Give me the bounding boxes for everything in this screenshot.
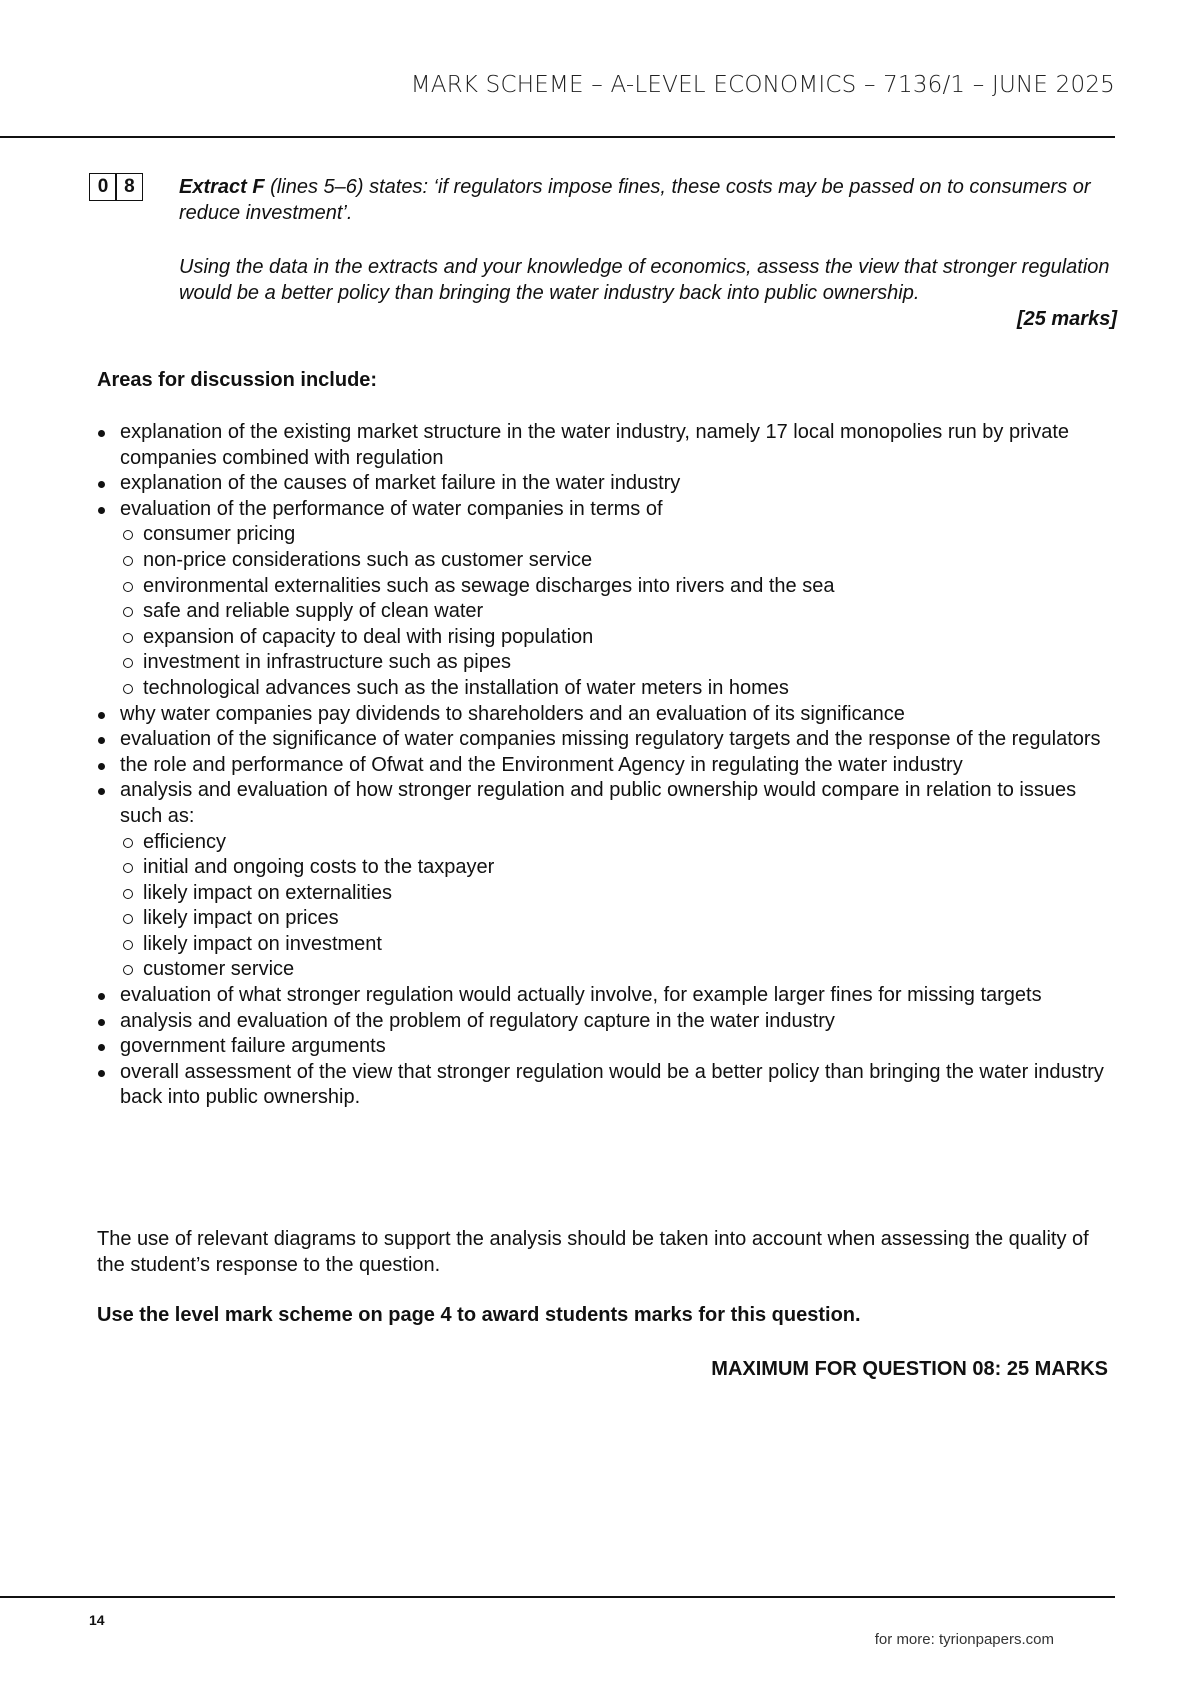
discussion-item	[97, 727, 1117, 753]
discussion-item-text: evaluation of the significance of water companies missing regulatory targets and the response of the regulators	[120, 728, 1101, 751]
discussion-item-text: explanation of the existing market structure in the water industry, namely 17 local monopolies run by private companies combined with regulation	[120, 421, 1070, 469]
discussion-sublist	[120, 830, 1117, 984]
extract-reference: Extract F	[179, 176, 265, 198]
discussion-subitem: safe and reliable supply of clean water	[120, 599, 1117, 625]
header-rule	[0, 136, 1115, 138]
discussion-item-text: why water companies pay dividends to shareholders and an evaluation of its significance	[120, 702, 905, 725]
discussion-sublist	[120, 522, 1117, 701]
discussion-list	[97, 420, 1117, 1111]
discussion-subitem: environmental externalities such as sewage discharges into rivers and the sea	[120, 574, 1117, 600]
extract-quote: (lines 5–6) states: ‘if regulators impose fines, these costs may be passed on to consumers or reduce investment’.	[179, 176, 1091, 224]
discussion-item	[97, 778, 1117, 983]
question-prompt: Using the data in the extracts and your knowledge of economics, assess the view that stronger regulation would be a better policy than bringing the water industry back into public ownership.	[179, 256, 1110, 304]
question-extract-line	[179, 174, 1117, 226]
discussion-item-text: government failure arguments	[120, 1035, 386, 1058]
discussion-item	[97, 702, 1117, 728]
question-text	[179, 174, 1117, 332]
page-number: 14	[89, 1612, 105, 1628]
discussion-subitem: likely impact on externalities	[120, 881, 1117, 907]
maximum-marks: MAXIMUM FOR QUESTION 08: 25 MARKS	[711, 1358, 1108, 1380]
question-number-box	[89, 173, 143, 201]
discussion-item	[97, 420, 1117, 471]
question-marks: [25 marks]	[1016, 308, 1117, 330]
discussion-item	[97, 497, 1117, 702]
discussion-subitem: consumer pricing	[120, 522, 1117, 548]
discussion-subitem: expansion of capacity to deal with rising population	[120, 625, 1117, 651]
discussion-subitem: likely impact on prices	[120, 906, 1117, 932]
discussion-subitem: customer service	[120, 957, 1117, 983]
discussion-item	[97, 1060, 1117, 1111]
footer-credit: for more: tyrionpapers.com	[874, 1631, 1054, 1648]
discussion-subitem: efficiency	[120, 830, 1117, 856]
discussion-subitem: investment in infrastructure such as pipes	[120, 650, 1117, 676]
discussion-item-text: explanation of the causes of market failure in the water industry	[120, 472, 681, 495]
discussion-item-text: analysis and evaluation of how stronger regulation and public ownership would compare in relation to issues such as:	[120, 779, 1077, 827]
discussion-item	[97, 1034, 1117, 1060]
discussion-item-text: the role and performance of Ofwat and the Environment Agency in regulating the water industry	[120, 753, 963, 776]
discussion-item	[97, 983, 1117, 1009]
page-header-title: MARK SCHEME – A-LEVEL ECONOMICS – 7136/1 – JUNE 2025	[410, 72, 1115, 98]
footer-rule	[0, 1596, 1115, 1598]
discussion-subitem: technological advances such as the installation of water meters in homes	[120, 676, 1117, 702]
discussion-subitem: initial and ongoing costs to the taxpayer	[120, 855, 1117, 881]
discussion-item	[97, 471, 1117, 497]
discussion-item-text: evaluation of what stronger regulation would actually involve, for example larger fines for missing targets	[120, 984, 1042, 1007]
discussion-subitem: non-price considerations such as customer service	[120, 548, 1117, 574]
discussion-item-text: overall assessment of the view that stronger regulation would be a better policy than bringing the water industry back into public ownership.	[120, 1060, 1104, 1109]
question-number-digit: 8	[115, 173, 143, 201]
discussion-item-text: analysis and evaluation of the problem of regulatory capture in the water industry	[120, 1009, 835, 1032]
discussion-item	[97, 1009, 1117, 1035]
question-number-digit: 0	[89, 173, 117, 201]
areas-heading: Areas for discussion include:	[97, 369, 378, 391]
discussion-subitem: likely impact on investment	[120, 932, 1117, 958]
marking-instruction: Use the level mark scheme on page 4 to award students marks for this question.	[97, 1304, 861, 1326]
discussion-item-text: evaluation of the performance of water companies in terms of	[120, 497, 663, 520]
diagram-note: The use of relevant diagrams to support the analysis should be taken into account when assessing the quality of the student’s response to the question.	[97, 1228, 1089, 1276]
discussion-item	[97, 753, 1117, 779]
